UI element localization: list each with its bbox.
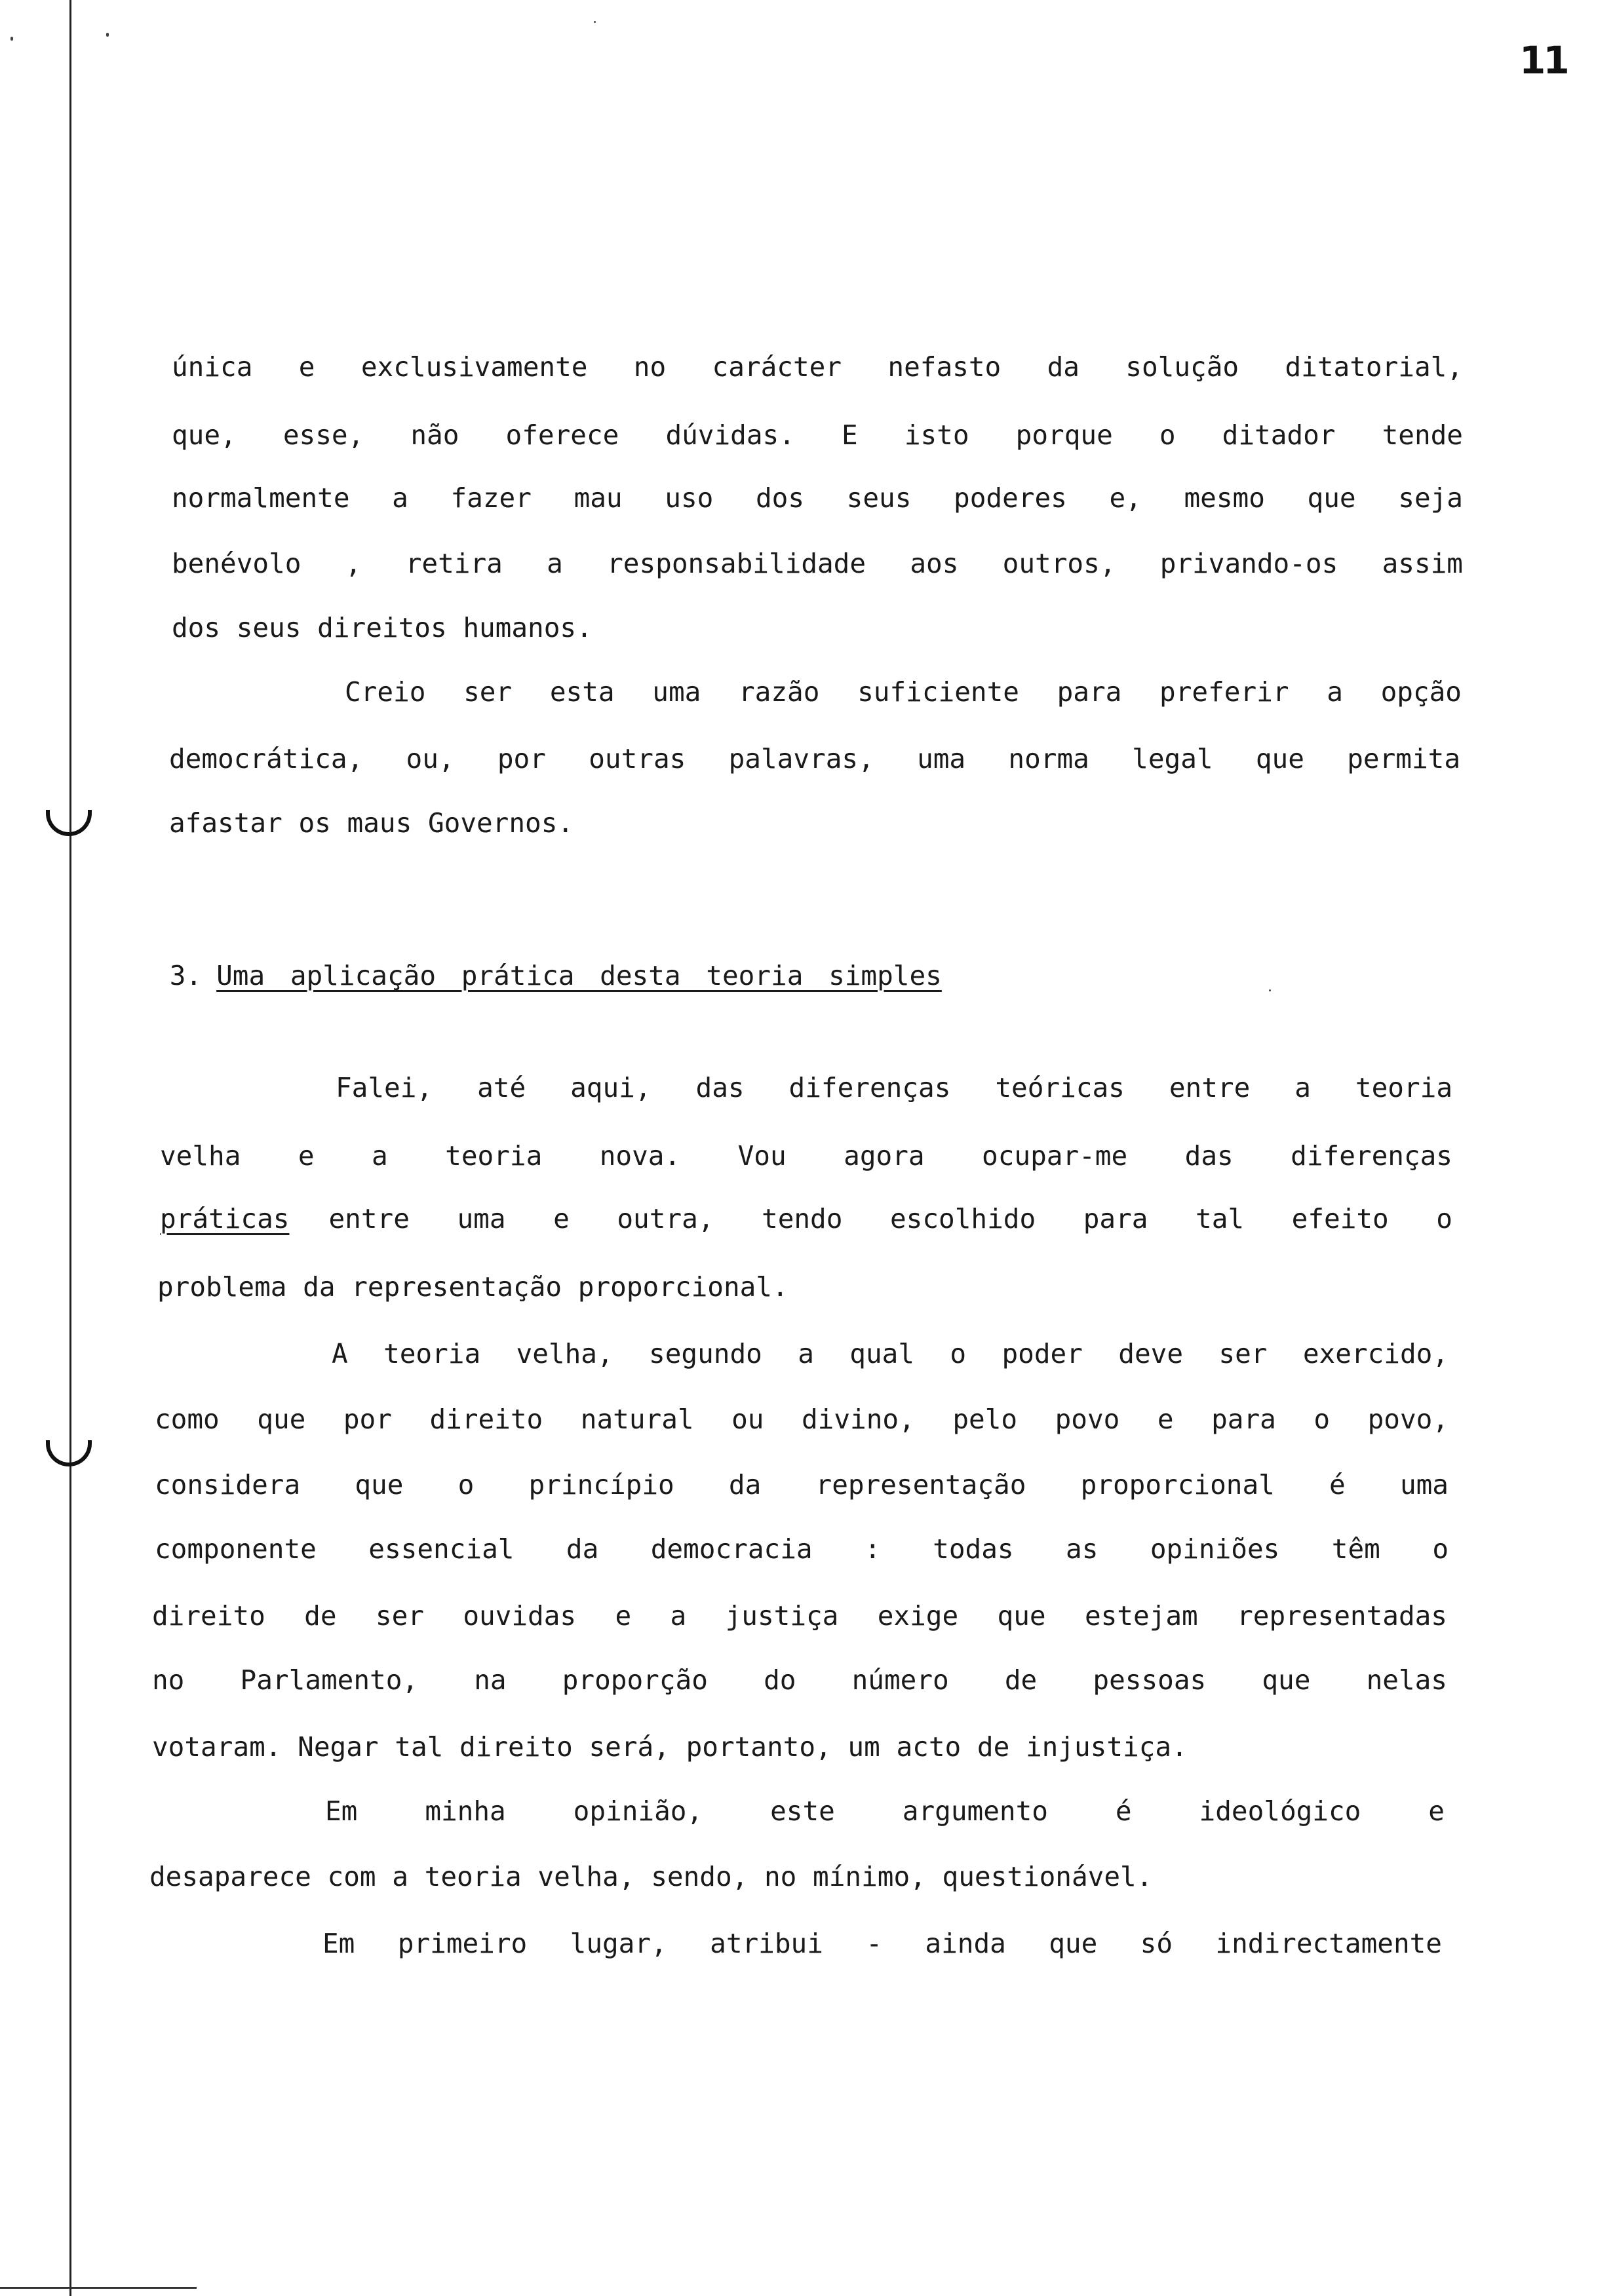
text-line: componente essencial da democracia : todas as opiniões têm o — [155, 1533, 1449, 1565]
section-title: Uma aplicação prática desta teoria simples — [216, 960, 942, 991]
text-line: problema da representação proporcional. — [157, 1271, 788, 1303]
page-number: 11 — [1519, 38, 1567, 83]
scan-speck — [10, 37, 13, 41]
text-line: Falei, até aqui, das diferenças teóricas entre a teoria — [336, 1072, 1452, 1103]
text-line: democrática, ou, por outras palavras, uma norma legal que permita — [169, 743, 1460, 775]
text-line: Em primeiro lugar, atribui - ainda que só indirectamente — [322, 1928, 1442, 1959]
text-line: dos seus direitos humanos. — [172, 612, 593, 643]
text-line — [160, 1203, 1452, 1234]
text-line: normalmente a fazer mau uso dos seus poderes e, mesmo que seja — [172, 482, 1463, 514]
text-line: como que por direito natural ou divino, pelo povo e para o povo, — [155, 1404, 1449, 1435]
bottom-edge-rule — [0, 2287, 197, 2289]
margin-rule — [69, 0, 71, 2296]
underlined-word: práticas — [160, 1203, 290, 1234]
scan-speck — [106, 33, 109, 37]
text-line: velha e a teoria nova. Vou agora ocupar-me das diferenças — [160, 1140, 1452, 1172]
text-line: no Parlamento, na proporção do número de pessoas que nelas — [152, 1664, 1447, 1696]
text-line: considera que o princípio da representação proporcional é uma — [155, 1469, 1449, 1501]
text-line: direito de ser ouvidas e a justiça exige que estejam representadas — [152, 1600, 1447, 1632]
section-heading — [105, 936, 942, 1016]
text-line: desaparece com a teoria velha, sendo, no mínimo, questionável. — [149, 1861, 1153, 1892]
text-line: votaram. Negar tal direito será, portanto, um acto de injustiça. — [152, 1731, 1188, 1763]
text-line: Em minha opinião, este argumento é ideológico e — [325, 1795, 1445, 1827]
text-line: benévolo , retira a responsabilidade aos outros, privando-os assim — [172, 548, 1463, 579]
binder-hole-mark-upper — [46, 810, 92, 836]
text-line: única e exclusivamente no carácter nefasto da solução ditatorial, — [172, 351, 1463, 383]
scan-speck — [594, 21, 596, 23]
binder-hole-mark-lower — [46, 1440, 92, 1466]
text-line: que, esse, não oferece dúvidas. E isto porque o ditador tende — [172, 419, 1463, 451]
text-line-rest: entre uma e outra, tendo escolhido para tal efeito o — [328, 1203, 1452, 1234]
text-line: afastar os maus Governos. — [169, 807, 574, 839]
text-line: A teoria velha, segundo a qual o poder deve ser exercido, — [332, 1338, 1449, 1369]
scan-speck — [1269, 989, 1271, 991]
section-number: 3. — [169, 960, 203, 991]
text-line: Creio ser esta uma razão suficiente para preferir a opção — [345, 676, 1462, 708]
